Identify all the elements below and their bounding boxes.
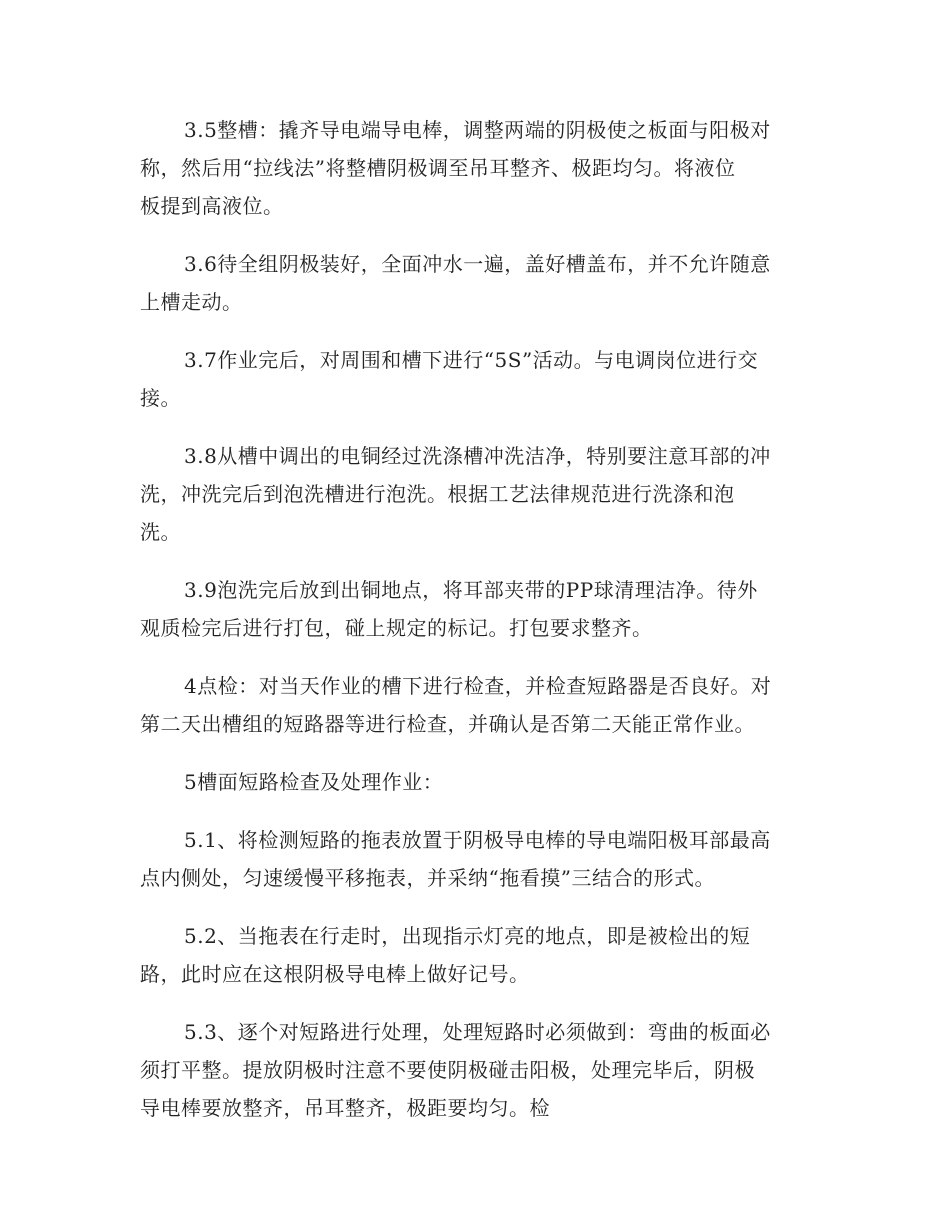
paragraph-line: 上槽走动。 (140, 290, 243, 314)
paragraph-line: 路，此时应在这根阴极导电棒上做好记号。 (140, 962, 530, 986)
paragraph-line: 5.2、当拖表在行走时，出现指示灯亮的地点，即是被检出的短 (184, 924, 751, 948)
paragraph-line: 须打平整。提放阴极时注意不要使阴极碰击阳极，处理完毕后，阴极 (140, 1058, 755, 1082)
paragraph-line: 3.9泡洗完后放到出铜地点，将耳部夹带的PP球清理洁净。待外 (184, 578, 758, 602)
paragraph-5 (140, 763, 810, 801)
paragraph-3-9 (140, 571, 810, 647)
paragraph-line: 接。 (140, 386, 181, 410)
paragraph-line: 5.3、逐个对短路进行处理，处理短路时必须做到：弯曲的板面必 (184, 1020, 771, 1044)
paragraph-line: 5.1、将检测短路的拖表放置于阴极导电棒的导电端阳极耳部最高 (184, 828, 771, 852)
paragraph-line: 导电棒要放整齐，吊耳整齐，极距要均匀。检 (140, 1096, 550, 1120)
paragraph-4 (140, 667, 810, 743)
paragraph-3-5 (140, 111, 810, 225)
paragraph-line: 3.5整槽：撬齐导电端导电棒，调整两端的阴极使之板面与阳极对 (184, 118, 771, 142)
paragraph-3-8 (140, 437, 810, 551)
paragraph-line: 3.7作业完后，对周围和槽下进行“5S”活动。与电调岗位进行交 (184, 348, 759, 372)
paragraph-3-6 (140, 245, 810, 321)
paragraph-line: 5槽面短路检查及处理作业： (184, 770, 444, 794)
paragraph-3-7 (140, 341, 810, 417)
paragraph-5-2 (140, 917, 810, 993)
paragraph-line: 洗，冲洗完后到泡洗槽进行泡洗。根据工艺法律规范进行洗涤和泡 (140, 482, 735, 506)
paragraph-line: 第二天出槽组的短路器等进行检查，并确认是否第二天能正常作业。 (140, 712, 755, 736)
paragraph-line: 观质检完后进行打包，碰上规定的标记。打包要求整齐。 (140, 616, 653, 640)
paragraph-5-3 (140, 1013, 810, 1127)
paragraph-line: 洗。 (140, 520, 181, 544)
paragraph-line: 板提到高液位。 (140, 194, 284, 218)
paragraph-line: 3.6待全组阴极装好，全面冲水一遍，盖好槽盖布，并不允许随意 (184, 252, 771, 276)
paragraph-5-1 (140, 821, 810, 897)
paragraph-line: 称，然后用“拉线法”将整槽阴极调至吊耳整齐、极距均匀。将液位 (140, 156, 736, 180)
paragraph-line: 点内侧处，匀速缓慢平移拖表，并采纳“拖看摸”三结合的形式。 (140, 866, 715, 890)
paragraph-line: 3.8从槽中调出的电铜经过洗涤槽冲洗洁净，特别要注意耳部的冲 (184, 444, 771, 468)
paragraph-line: 4点检：对当天作业的槽下进行检查，并检查短路器是否良好。对 (184, 674, 772, 698)
